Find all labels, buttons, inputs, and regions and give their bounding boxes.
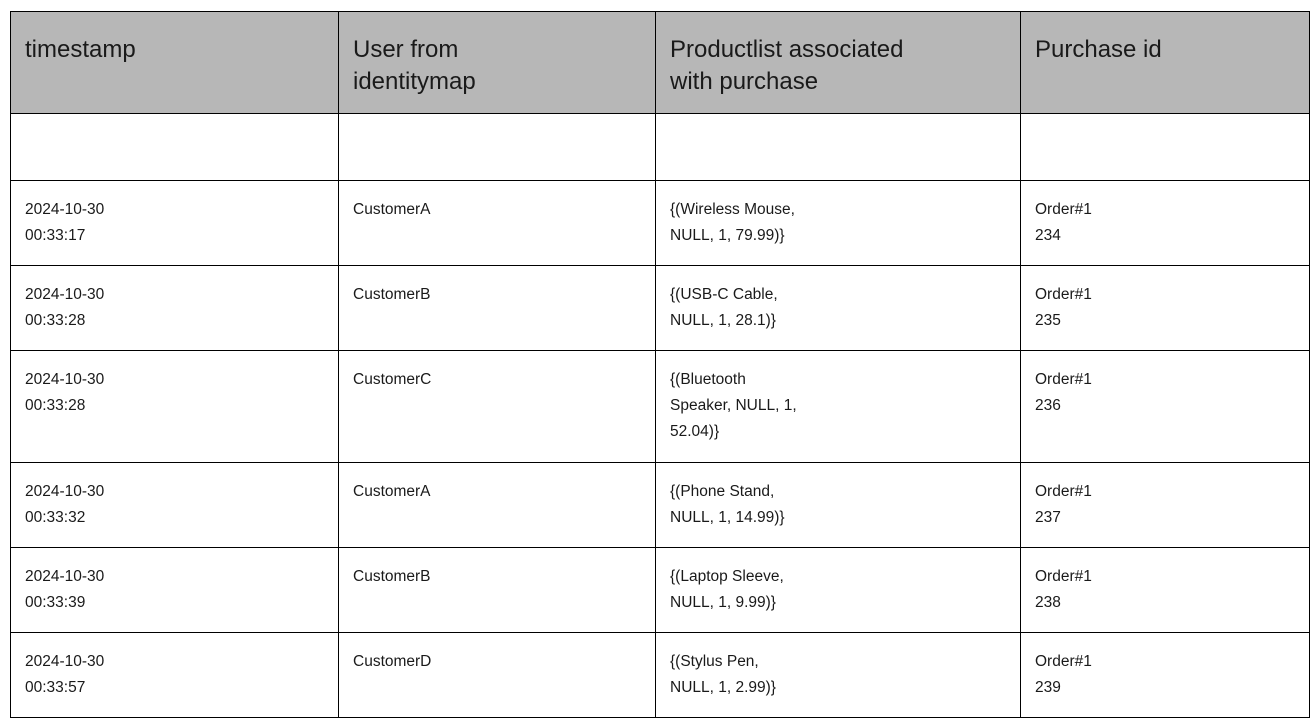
cell-productlist [656, 266, 1021, 351]
header-purchase-id [1021, 12, 1310, 114]
cell-productlist [656, 548, 1021, 633]
cell-text: CustomerA [353, 201, 431, 218]
cell-text: 2024-10-30 00:33:28 [25, 371, 105, 414]
cell-productlist [656, 633, 1021, 718]
cell-text: CustomerB [353, 568, 431, 585]
cell-text: {(Laptop Sleeve, NULL, 1, 9.99)} [670, 568, 784, 611]
cell-purchase-id [1021, 463, 1310, 548]
cell-productlist [656, 181, 1021, 266]
table-row [11, 463, 1310, 548]
cell-user [339, 463, 656, 548]
cell-timestamp [11, 548, 339, 633]
header-user [339, 12, 656, 114]
cell-text: {(Phone Stand, NULL, 1, 14.99)} [670, 483, 785, 526]
cell-user [339, 548, 656, 633]
cell-text: Order#1 235 [1035, 286, 1092, 329]
table-row [11, 114, 1310, 181]
cell-purchase-id [1021, 548, 1310, 633]
cell-text: Order#1 236 [1035, 371, 1092, 414]
cell-text: 2024-10-30 00:33:32 [25, 483, 105, 526]
cell-text: {(USB-C Cable, NULL, 1, 28.1)} [670, 286, 778, 329]
cell-timestamp [11, 351, 339, 463]
purchase-table-container [10, 11, 1310, 718]
cell-text: Order#1 234 [1035, 201, 1092, 244]
cell-text: 2024-10-30 00:33:17 [25, 201, 105, 244]
cell-text: {(Stylus Pen, NULL, 1, 2.99)} [670, 653, 776, 696]
cell-timestamp [11, 114, 339, 181]
cell-text: CustomerA [353, 483, 431, 500]
cell-user [339, 351, 656, 463]
cell-text: Order#1 239 [1035, 653, 1092, 696]
cell-text: Order#1 237 [1035, 483, 1092, 526]
cell-text: CustomerD [353, 653, 432, 670]
header-label: Purchase id [1035, 36, 1162, 63]
cell-user [339, 266, 656, 351]
cell-timestamp [11, 633, 339, 718]
header-label: Productlist associated with purchase [670, 36, 904, 95]
header-timestamp [11, 12, 339, 114]
table-row [11, 266, 1310, 351]
cell-text: Order#1 238 [1035, 568, 1092, 611]
cell-productlist [656, 351, 1021, 463]
cell-purchase-id [1021, 181, 1310, 266]
cell-productlist [656, 463, 1021, 548]
header-productlist [656, 12, 1021, 114]
cell-timestamp [11, 463, 339, 548]
cell-user [339, 114, 656, 181]
cell-text: {(Wireless Mouse, NULL, 1, 79.99)} [670, 201, 795, 244]
cell-timestamp [11, 266, 339, 351]
cell-text: 2024-10-30 00:33:39 [25, 568, 105, 611]
purchase-table [10, 11, 1310, 718]
cell-user [339, 181, 656, 266]
cell-user [339, 633, 656, 718]
cell-text: CustomerB [353, 286, 431, 303]
cell-productlist [656, 114, 1021, 181]
cell-text: 2024-10-30 00:33:28 [25, 286, 105, 329]
header-label: User from identitymap [353, 36, 476, 95]
cell-purchase-id [1021, 633, 1310, 718]
cell-purchase-id [1021, 351, 1310, 463]
table-row [11, 548, 1310, 633]
table-header-row [11, 12, 1310, 114]
table-row [11, 181, 1310, 266]
table-row [11, 351, 1310, 463]
table-row [11, 633, 1310, 718]
cell-purchase-id [1021, 266, 1310, 351]
cell-timestamp [11, 181, 339, 266]
cell-purchase-id [1021, 114, 1310, 181]
cell-text: {(Bluetooth Speaker, NULL, 1, 52.04)} [670, 371, 797, 440]
header-label: timestamp [25, 36, 136, 63]
cell-text: 2024-10-30 00:33:57 [25, 653, 105, 696]
cell-text: CustomerC [353, 371, 432, 388]
